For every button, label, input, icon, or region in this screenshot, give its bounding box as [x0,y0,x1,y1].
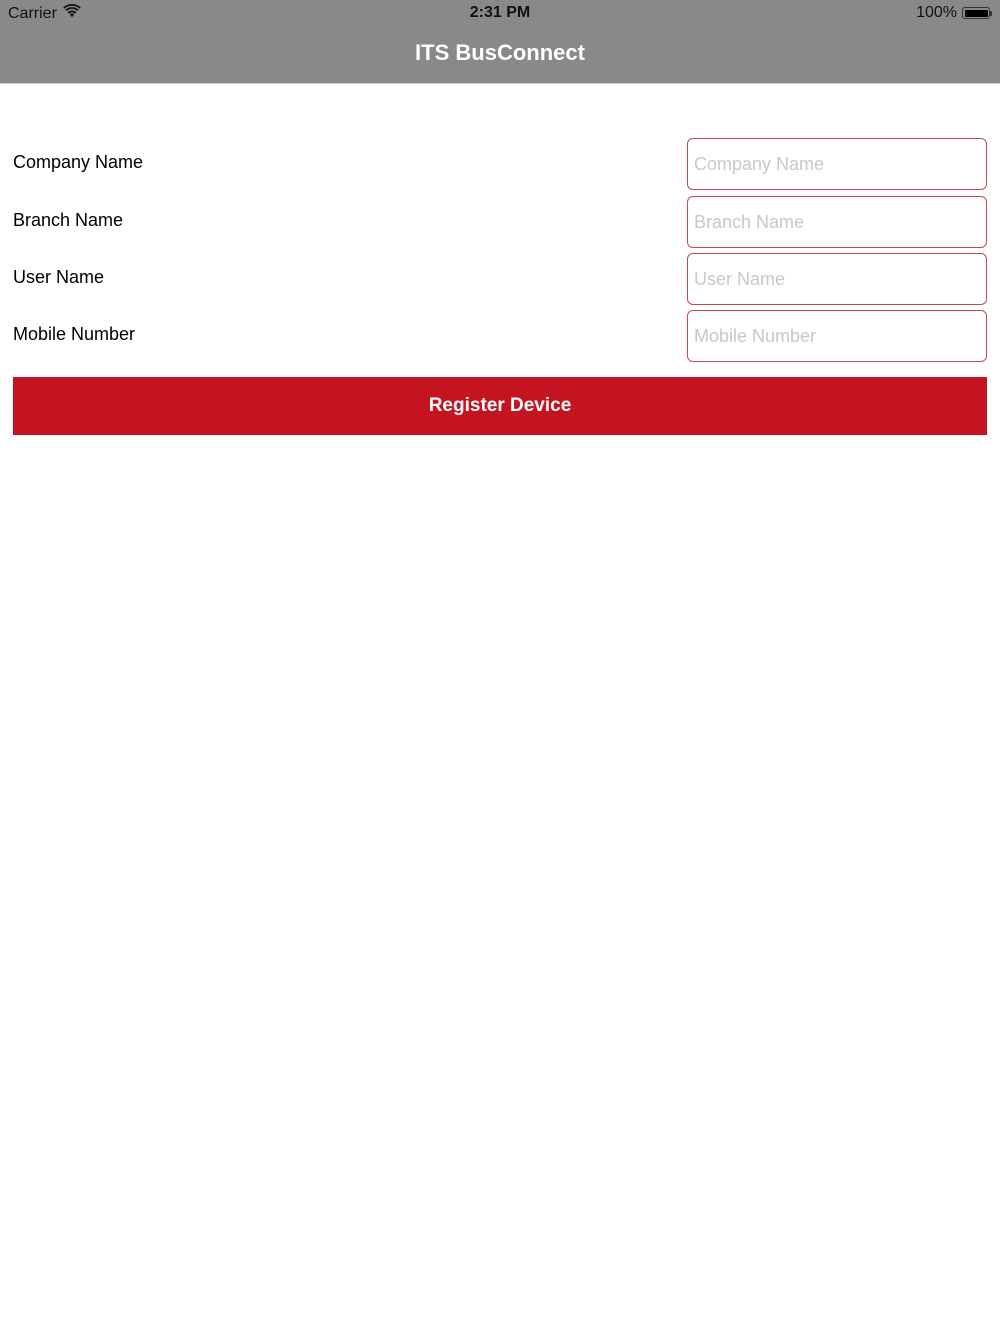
form-row-company-name [0,138,1000,190]
form-row-user-name [0,253,1000,305]
company-name-label: Company Name [13,152,144,172]
battery-icon [962,7,992,19]
battery-percent: 100% [916,4,957,21]
navigation-bar [0,0,1000,84]
user-name-input[interactable] [687,253,987,305]
form-row-mobile-number [0,310,1000,362]
form-row-branch-name [0,196,1000,248]
user-name-label: User Name [13,267,105,287]
branch-name-label: Branch Name [13,210,124,230]
register-device-button[interactable]: Register Device [13,377,987,435]
branch-name-input[interactable] [687,196,987,248]
company-name-input[interactable] [687,138,987,190]
carrier-label: Carrier [8,4,57,22]
mobile-number-input[interactable] [687,310,987,362]
status-time: 2:31 PM [469,4,531,21]
status-battery [916,4,992,22]
mobile-number-label: Mobile Number [13,324,136,344]
page-title: ITS BusConnect [415,40,585,65]
